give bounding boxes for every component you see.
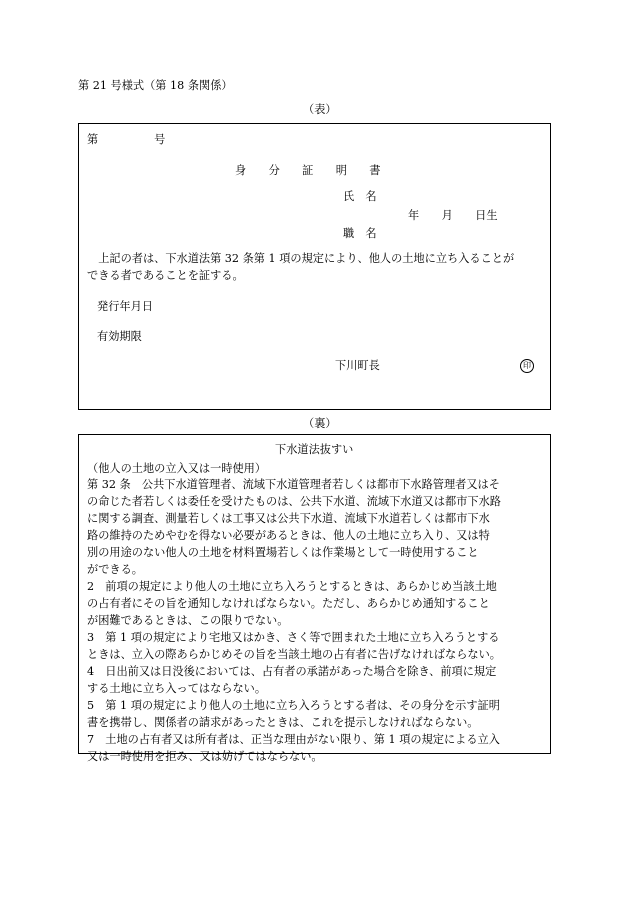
position-label: 職 名 — [343, 227, 377, 240]
issuer: 下川町長 — [335, 359, 380, 372]
seal-mark — [520, 359, 534, 373]
valid-period-label: 有効期限 — [97, 330, 142, 343]
seal-icon: 印 — [520, 359, 534, 373]
article-line: 書を携帯し、関係者の請求があったときは、これを提示しなければならない。 — [87, 716, 479, 729]
back-label: （裏） — [303, 417, 337, 430]
article-line: 7 土地の占有者又は所有者は、正当な理由がない限り、第 1 項の規定による立入 — [87, 733, 500, 746]
article-line: ときは、立入の際あらかじめその旨を当該土地の占有者に告げなければならない。 — [87, 648, 501, 661]
statement-line: できる者であることを証する。 — [87, 268, 244, 282]
article-line: に関する調査、測量若しくは工事又は公共下水道、流域下水道若しくは都市下水 — [87, 512, 490, 525]
statement-line: 上記の者は、下水道法第 32 条第 1 項の規定により、他人の土地に立ち入ることが — [87, 252, 515, 265]
article-line: 2 前項の規定により他人の土地に立ち入ろうとするときは、あらかじめ当該土地 — [87, 580, 497, 593]
birthdate-label: 年 月 日生 — [408, 209, 498, 222]
article-text — [87, 476, 501, 765]
article-line: の占有者にその旨を通知しなければならない。ただし、あらかじめ通知すること — [87, 597, 490, 610]
article-line: 又は一時使用を拒み、又は妨げてはならない。 — [87, 750, 323, 763]
article-line: 別の用途のない他人の土地を材料置場若しくは作業場として一時使用すること — [87, 546, 479, 559]
article-line: 3 第 1 項の規定により宅地又はかき、さく等で囲まれた土地に立ち入ろうとする — [87, 631, 500, 644]
article-line: 5 第 1 項の規定により他人の土地に立ち入ろうとする者は、その身分を示す証明 — [87, 699, 500, 712]
article-subheading: （他人の土地の立入又は一時使用） — [87, 462, 267, 475]
article-line: の命じた者若しくは委任を受けたものは、公共下水道、流域下水道又は都市下水路 — [87, 495, 501, 508]
law-heading: 下水道法抜すい — [275, 443, 354, 456]
statement — [87, 251, 514, 285]
issue-date-label: 発行年月日 — [97, 300, 153, 313]
article-line: ができる。 — [87, 563, 143, 576]
article-line: する土地に立ち入ってはならない。 — [87, 682, 267, 695]
certificate-number: 第 号 — [87, 133, 166, 146]
name-label: 氏 名 — [343, 190, 377, 203]
certificate-title: 身 分 証 明 書 — [235, 164, 381, 177]
article-line: 路の維持のためやむを得ない必要があるときは、他人の土地に立ち入り、又は特 — [87, 529, 490, 542]
front-label: （表） — [303, 103, 337, 116]
form-title: 第 21 号様式（第 18 条関係） — [78, 79, 233, 92]
article-line: 第 32 条 公共下水道管理者、流域下水道管理者若しくは都市下水路管理者又はそ — [87, 478, 500, 491]
article-line: 4 日出前又は日没後においては、占有者の承諾があった場合を除き、前項に規定 — [87, 665, 497, 678]
article-line: が困難であるときは、この限りでない。 — [87, 614, 289, 627]
